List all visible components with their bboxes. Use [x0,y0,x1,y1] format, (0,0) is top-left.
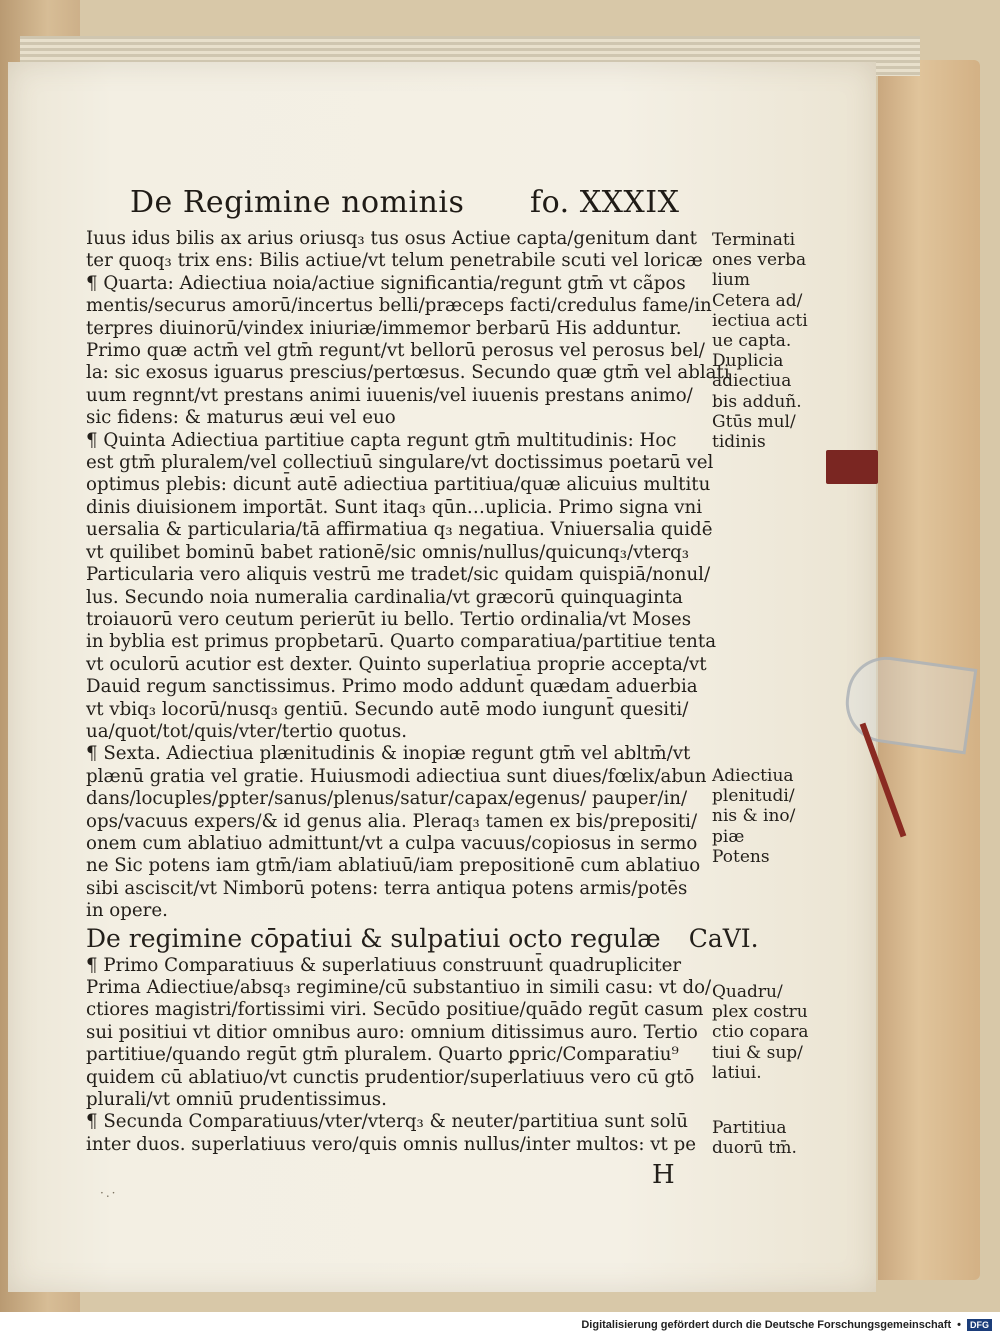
text-line: Primo quæ actm̄ vel gtm̄ regunt/vt bellorū perosus vel perosus bel/ [86,340,705,362]
margin-line: adiectiua [712,371,792,392]
section-heading [86,923,759,955]
footer-separator: • [957,1318,961,1331]
margin-note-4 [712,1118,820,1158]
text-line: ctiores magistri/fortissimi viri. Secūdo positiue/quādo regūt casum [86,999,704,1021]
margin-note-2 [712,766,820,867]
margin-line: ones verba [712,250,807,271]
margin-line: Potens [712,846,770,867]
text-line: plænū gratia vel gratie. Huiusmodi adiectiua sunt diues/fœlix/abun [86,765,707,787]
margin-line: iectiua acti [712,310,808,331]
margin-line: duorū tm̄. [712,1138,797,1159]
footer-credit: Digitalisierung gefördert durch die Deutsche Forschungsgemeinschaft [581,1318,952,1331]
margin-line: Adiectiua [712,766,794,786]
text-line: inter duos. superlatiuus vero/quis omnis nullus/inter multos: vt pe [86,1133,697,1155]
margin-line: lium [712,270,750,291]
margin-line: tiui & sup/ [712,1042,803,1063]
text-line: ne Sic potens iam gtm̄/iam ablatiuū/iam prepositionē cum ablatiuo [86,855,701,877]
text-line: onem cum ablatiuo admittunt/vt a culpa vacuus/copiosus in sermo [86,832,698,854]
ink-smudge: ·.· [100,1186,118,1200]
text-line: mentis/securus amorū/incertus belli/præceps facti/credulus fame/in [86,295,712,317]
text-line: ¶ Sexta. Adiectiua plænitudinis & inopiæ regunt gtm̄ vel abltm̄/vt [86,743,691,765]
text-line: ¶ Primo Comparatiuus & superlatiuus construunt̄ quadrupliciter [86,954,682,976]
text-line: optimus plebis: dicunt̄ autē adiectiua partitiua/quæ alicuius multitu [86,474,711,496]
text-line: terpres diuinorū/vindex iniuriæ/immemor berbarū His adduntur. [86,317,682,339]
text-line: dans/locuples/ꝑpter/sanus/plenus/satur/capax/egenus/ pauper/in/ [86,788,688,810]
text-line: lus. Secundo noia numeralia cardinalia/vt græcorū quinquaginta [86,586,683,608]
text-line: dinis diuisionem importāt. Sunt itaq₃ qūn…uplicia. Primo signa vni [86,496,703,518]
text-line: ¶ Quarta: Adiectiua noia/actiue significantia/regunt gtm̄ vt cãpos [86,272,686,294]
text-line: ¶ Secunda Comparatiuus/vter/vterq₃ & neuter/partitiua sunt solū [86,1111,689,1133]
margin-line: plenitudi/ [712,786,795,807]
text-line: ua/quot/tot/quis/vter/tertio quotus. [86,720,407,742]
text-line: Iuus idus bilis ax arius oriusq₃ tus osus Actiue capta/genitum dant [86,228,697,249]
margin-line: bis adduñ. [712,391,802,412]
text-line: ter quoq₃ trix ens: Bilis actiue/vt telum penetrabile scuti vel loricæ [86,250,703,272]
margin-line: plex costru [712,1002,808,1023]
text-line: ¶ Quinta Adiectiua partitiue capta regunt gtm̄ multitudinis: Hoc [86,429,677,451]
margin-line: Gtūs mul/ [712,411,796,432]
margin-line: nis & ino/ [712,806,796,827]
margin-line: ue capta. [712,331,792,352]
text-line: Particularia vero aliquis vestrū me tradet/sic quidam quispiā/nonul/ [86,564,711,586]
bookmark-tab [826,450,878,484]
margin-line: Cetera ad/ [712,290,803,311]
text-line: la: sic exosus iguarus prescius/pertœsus. Secundo quæ gtm̄ vel ablati [86,362,730,384]
text-line: in byblia est primus propbetarū. Quarto comparatiua/partitiue tenta [86,631,717,653]
margin-line: Quadru/ [712,982,783,1002]
text-line: plurali/vt omniū prudentissimus. [86,1089,387,1111]
margin-line: Partitiua [712,1118,787,1138]
margin-line: Terminati [712,230,796,250]
folio-number: fo. XXXIX [530,185,680,220]
text-line: troiauorū vero ceutum perierūt iu bello. Tertio ordinalia/vt Moses [86,608,692,630]
text-line: Dauid regum sanctissimus. Primo modo addunt̄ quædam aduerbia [86,676,698,698]
text-line: vt quilibet bominū babet rationē/sic omnis/nullus/quicunq₃/vterq₃ [86,541,690,563]
text-line: Prima Adiectiue/absq₃ regimine/cū substantiuo in simili casu: vt do/ [86,977,712,998]
chapter-number: CaVI. [688,923,759,953]
running-title: De Regimine nominis [130,185,465,220]
text-line: sic fidens: & maturus æui vel euo [86,407,396,429]
text-line: uersalia & particularia/tā affirmatiua q₃ negatiua. Vniuersalia quidē [86,519,713,541]
text-line: est gtm̄ pluralem/vel collectiuū singulare/vt doctissimus poetarū vel [86,452,714,474]
text-line: uum regnnt/vt prestans animi iuuenis/vel iuuenis prestans animo/ [86,384,693,406]
margin-note-3 [712,982,820,1083]
text-line: in opere. [86,900,168,922]
signature-mark: H [652,1160,675,1190]
margin-line: piæ [712,826,745,847]
section-heading-text: De regimine cōpatiui & sulpatiui octo regulæ [86,923,661,953]
margin-note-1 [712,230,820,452]
margin-line: tidinis [712,432,766,453]
dfg-logo-icon: DFG [967,1319,992,1331]
text-line: vt oculorū acutior est dexter. Quinto superlatiua proprie accepta/vt [86,653,707,675]
footer-bar [0,1312,1000,1337]
margin-line: Duplicia [712,351,784,372]
text-line: vt vbiq₃ locorū/nusq₃ gentiū. Secundo autē modo iungunt̄ quesiti/ [86,698,689,720]
text-line: ops/vacuus expers/& id genus alia. Pleraq₃ tamen ex bis/prepositi/ [86,810,698,832]
text-line: partitiue/quando regūt gtm̄ pluralem. Quarto ꝑpric/Comparatiu⁹ [86,1044,679,1066]
text-line: quidem cū ablatiuo/vt cunctis prudentior/superlatiuus vero cū gtō [86,1066,695,1088]
text-line: sibi asciscit/vt Nimborū potens: terra antiqua potens armis/potēs [86,877,688,899]
text-line: sui positiui vt ditior omnibus auro: omnium ditissimus auro. Tertio [86,1021,698,1043]
margin-line: latiui. [712,1062,762,1083]
margin-line: ctio copara [712,1022,809,1043]
